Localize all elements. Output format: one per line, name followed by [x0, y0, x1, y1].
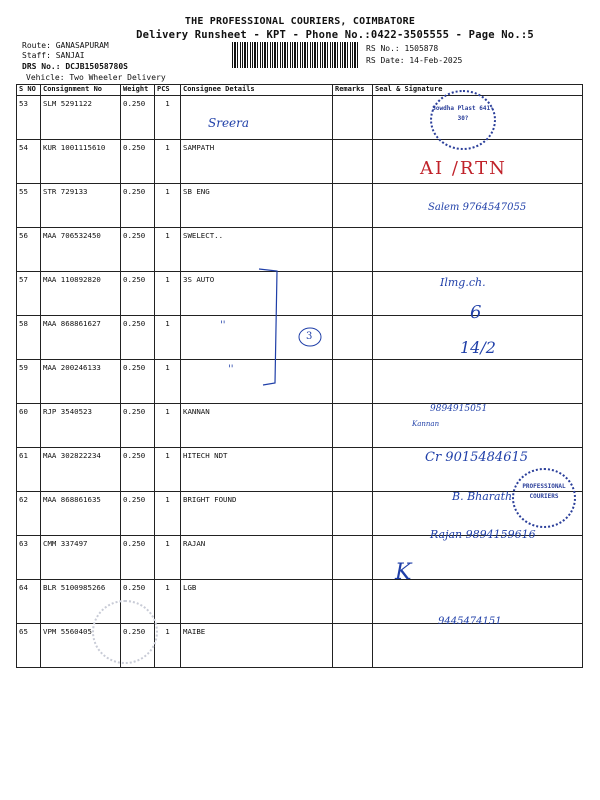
handwritten-phone: 9445474151 [438, 616, 502, 627]
cell-remarks [333, 140, 373, 184]
cell-consignment: MAA 868861635 [41, 492, 121, 536]
col-sno: S NO [17, 85, 41, 96]
cell-consignment: BLR 5100985266 [41, 580, 121, 624]
cell-pcs: 1 [155, 184, 181, 228]
cell-pcs: 1 [155, 360, 181, 404]
cell-consignment: MAA 110892820 [41, 272, 121, 316]
cell-remarks [333, 96, 373, 140]
cell-sno: 58 [17, 316, 41, 360]
handwritten-signature: B. Bharath [452, 490, 513, 503]
cell-consignment: KUR 1001115610 [41, 140, 121, 184]
cell-consignee: MAIBE [181, 624, 333, 668]
cell-pcs: 1 [155, 580, 181, 624]
cell-sno: 53 [17, 96, 41, 140]
rs-date: RS Date: 14-Feb-2025 [366, 56, 463, 65]
cell-pcs: 1 [155, 536, 181, 580]
cell-pcs: 1 [155, 228, 181, 272]
cell-remarks [333, 272, 373, 316]
cell-weight: 0.250 [121, 360, 155, 404]
drs-label: DRS No.: DCJB15058780S [22, 62, 128, 71]
cell-consignee: 3S AUTO [181, 272, 333, 316]
cell-weight: 0.250 [121, 492, 155, 536]
cell-weight: 0.250 [121, 580, 155, 624]
cell-consignment: MAA 868861627 [41, 316, 121, 360]
cell-pcs: 1 [155, 140, 181, 184]
handwritten-signature: Salem 9764547055 [428, 202, 527, 213]
cell-remarks [333, 448, 373, 492]
seal-stamp: PROFESSIONAL COURIERS [512, 468, 576, 528]
handwritten-signature: Kannan [412, 420, 440, 428]
cell-weight: 0.250 [121, 272, 155, 316]
cell-weight: 0.250 [121, 404, 155, 448]
cell-sno: 54 [17, 140, 41, 184]
handwritten-signature: Ilmg.ch. [440, 276, 486, 289]
cell-consignee: LGB [181, 580, 333, 624]
table-row [17, 536, 583, 580]
cell-pcs: 1 [155, 448, 181, 492]
table-row [17, 404, 583, 448]
ditto-mark: '' [220, 320, 226, 331]
cell-weight: 0.250 [121, 184, 155, 228]
cell-remarks [333, 580, 373, 624]
cell-pcs: 1 [155, 316, 181, 360]
cell-consignee: SAMPATH [181, 140, 333, 184]
cell-consignee: SB ENG [181, 184, 333, 228]
cell-consignee: RAJAN [181, 536, 333, 580]
rs-number: RS No.: 1505878 [366, 44, 439, 53]
cell-pcs: 1 [155, 624, 181, 668]
cell-sno: 60 [17, 404, 41, 448]
cell-remarks [333, 360, 373, 404]
cell-sno: 65 [17, 624, 41, 668]
cell-sno: 56 [17, 228, 41, 272]
handwritten-consignee-name: Sreera [208, 116, 250, 130]
cell-sno: 59 [17, 360, 41, 404]
cell-signature [373, 360, 583, 404]
cell-consignment: RJP 3540523 [41, 404, 121, 448]
cell-consignee: SWELECT.. [181, 228, 333, 272]
cell-consignment: VPM 5560405 [41, 624, 121, 668]
barcode [232, 42, 358, 68]
table-row [17, 96, 583, 140]
cell-sno: 57 [17, 272, 41, 316]
cell-weight: 0.250 [121, 536, 155, 580]
cell-consignment: MAA 200246133 [41, 360, 121, 404]
staff-label: Staff: SANJAI [22, 51, 85, 60]
col-weight: Weight [121, 85, 155, 96]
cell-sno: 62 [17, 492, 41, 536]
cell-remarks [333, 228, 373, 272]
cell-weight: 0.250 [121, 624, 155, 668]
cell-pcs: 1 [155, 272, 181, 316]
cell-signature [373, 228, 583, 272]
bracket-annotation [255, 265, 325, 390]
company-title: THE PROFESSIONAL COURIERS, COIMBATORE [184, 16, 416, 27]
cell-sno: 61 [17, 448, 41, 492]
cell-remarks [333, 316, 373, 360]
cell-consignee [181, 96, 333, 140]
cell-consignment: MAA 706532450 [41, 228, 121, 272]
cell-consignee: HITECH NDT [181, 448, 333, 492]
col-pcs: PCS [155, 85, 181, 96]
cell-consignment: SLM 5291122 [41, 96, 121, 140]
runsheet-subtitle: Delivery Runsheet - KPT - Phone No.:0422-3505555 - Page No.:5 [136, 29, 534, 41]
col-signature: Seal & Signature [373, 85, 583, 96]
route-label: Route: GANASAPURAM [22, 41, 109, 50]
cell-weight: 0.250 [121, 316, 155, 360]
cell-weight: 0.250 [121, 140, 155, 184]
cell-pcs: 1 [155, 492, 181, 536]
cell-weight: 0.250 [121, 228, 155, 272]
cell-pcs: 1 [155, 96, 181, 140]
handwritten-signature: 14/2 [460, 338, 496, 357]
handwritten-remark-rtn: AI /RTN [420, 158, 507, 179]
handwritten-signature: Rajan 9894159616 [430, 528, 536, 541]
cell-remarks [333, 536, 373, 580]
handwritten-signature: Cr 9015484615 [425, 450, 529, 465]
cell-weight: 0.250 [121, 96, 155, 140]
cell-remarks [333, 404, 373, 448]
cell-sno: 64 [17, 580, 41, 624]
cell-pcs: 1 [155, 404, 181, 448]
handwritten-phone: 9894915051 [430, 404, 488, 414]
cell-weight: 0.250 [121, 448, 155, 492]
cell-consignment: STR 729133 [41, 184, 121, 228]
table-header-row [17, 85, 583, 96]
vehicle-label: Vehicle: Two Wheeler Delivery [26, 73, 166, 82]
cell-sno: 63 [17, 536, 41, 580]
cell-remarks [333, 492, 373, 536]
ditto-mark: '' [228, 364, 234, 375]
cell-consignment: CMM 337497 [41, 536, 121, 580]
cell-remarks [333, 624, 373, 668]
bracket-count-label: 3 [306, 331, 313, 342]
faint-stamp [92, 600, 158, 664]
cell-signature [373, 624, 583, 668]
col-remarks: Remarks [333, 85, 373, 96]
cell-remarks [333, 184, 373, 228]
cell-consignee: BRIGHT FOUND [181, 492, 333, 536]
col-consignee: Consignee Details [181, 85, 333, 96]
cell-sno: 55 [17, 184, 41, 228]
handwritten-signature: 6 [470, 302, 482, 323]
handwritten-signature: K [395, 560, 412, 585]
cell-consignment: MAA 302822234 [41, 448, 121, 492]
cell-consignee: KANNAN [181, 404, 333, 448]
col-consignment: Consignment No [41, 85, 121, 96]
seal-stamp: Sowdha Plast 641-30? [430, 90, 496, 150]
